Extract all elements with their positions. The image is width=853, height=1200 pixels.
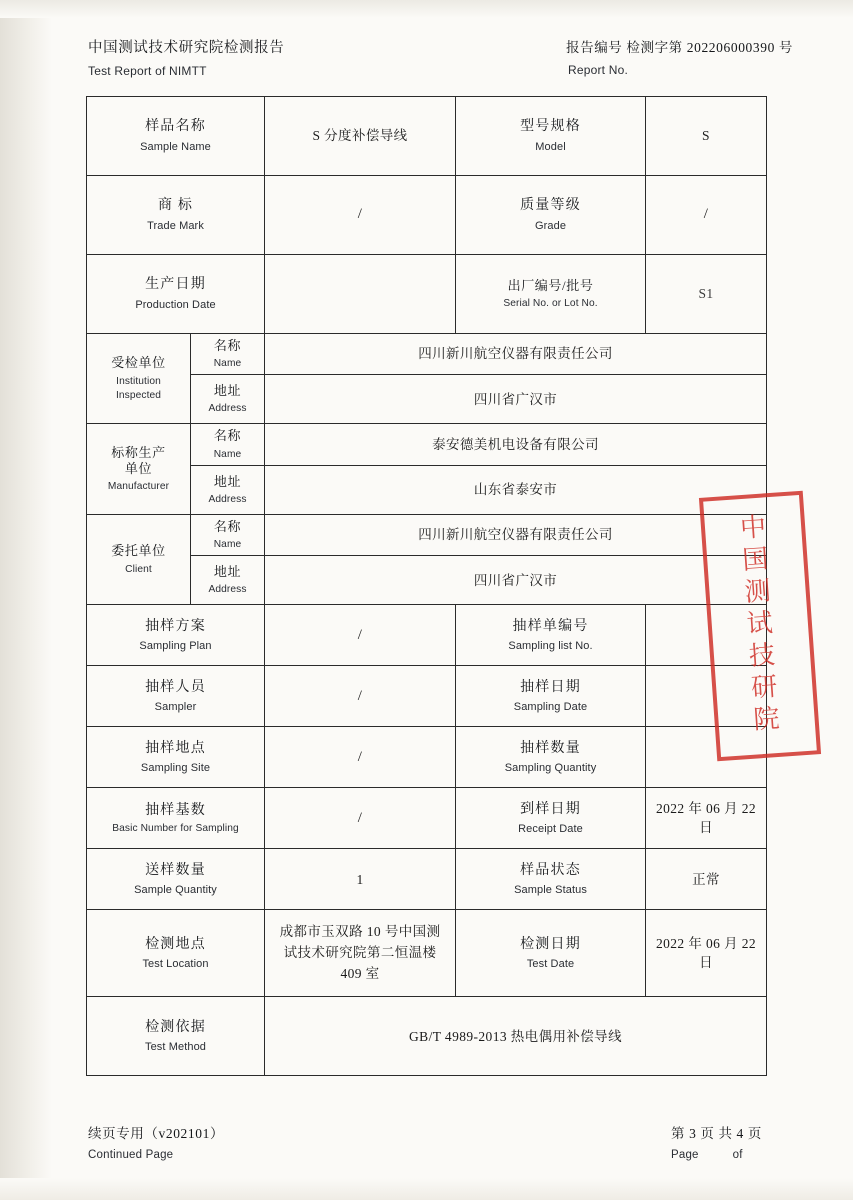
- label-sample-quantity: 送样数量 Sample Quantity: [134, 862, 217, 897]
- footer-page-label: Page: [671, 1149, 699, 1161]
- value-basic-number: /: [357, 809, 363, 826]
- footer-page-cn: 第 3 页 共 4 页: [671, 1126, 762, 1141]
- svg-text:院: 院: [752, 703, 781, 735]
- label-basic-number: 抽样基数 Basic Number for Sampling: [112, 802, 239, 835]
- label-institution-name: 名称 Name: [213, 338, 242, 370]
- label-serial-no: 出厂编号/批号 Serial No. or Lot No.: [503, 277, 598, 309]
- label-sampling-quantity: 抽样数量 Sampling Quantity: [504, 740, 597, 775]
- label-manufacturer-address: 地址 Address: [208, 473, 247, 505]
- value-sampler: /: [357, 687, 363, 704]
- label-receipt-date: 到样日期 Receipt Date: [518, 801, 583, 836]
- label-client: 委托单位 Client: [111, 543, 166, 575]
- value-sample-quantity: 1: [356, 871, 364, 887]
- value-institution-name: 四川新川航空仪器有限责任公司: [418, 346, 613, 362]
- label-test-location: 检测地点 Test Location: [142, 936, 209, 971]
- table-row-manufacturer-name: [87, 424, 767, 465]
- table-row-sample-quantity: [87, 849, 767, 910]
- label-sample-status: 样品状态 Sample Status: [514, 862, 587, 897]
- table-row-test-location: [87, 910, 767, 997]
- value-receipt-date: 2022 年 06 月 22 日: [655, 800, 757, 836]
- svg-text:研: 研: [750, 671, 779, 703]
- report-header: [88, 36, 794, 84]
- label-sampling-site: 抽样地点 Sampling Site: [140, 740, 211, 775]
- label-grade: 质量等级 Grade: [520, 198, 581, 232]
- value-institution-address: 四川省广汉市: [473, 391, 558, 407]
- value-test-method: GB/T 4989-2013 热电偶用补偿导线: [409, 1028, 622, 1044]
- report-title-en: Test Report of NIMTT: [88, 64, 207, 78]
- table-row-sampling-site: [87, 727, 767, 788]
- label-sampling-date: 抽样日期 Sampling Date: [513, 679, 588, 714]
- label-client-address: 地址 Address: [208, 564, 247, 596]
- label-test-method: 检测依据 Test Method: [144, 1019, 207, 1054]
- report-title-block: [88, 36, 284, 78]
- footer-page-block: [671, 1122, 762, 1161]
- table-row-trade-mark: [87, 176, 767, 255]
- value-sampling-plan: /: [357, 626, 363, 643]
- table-row-test-method: [87, 997, 767, 1076]
- svg-text:测: 测: [743, 576, 772, 607]
- label-test-date: 检测日期 Test Date: [520, 936, 581, 971]
- footer-page-en: [671, 1149, 762, 1161]
- value-grade: /: [703, 206, 709, 223]
- footer-continued-block: [88, 1122, 224, 1161]
- value-sampling-date: [646, 690, 766, 702]
- table-row-basic-number: [87, 788, 767, 849]
- value-serial-no: S1: [698, 286, 714, 302]
- footer-of-label: of: [732, 1149, 743, 1161]
- table-row-client-name: [87, 514, 767, 555]
- report-number-cn: 报告编号 检测字第 202206000390 号: [566, 40, 794, 55]
- value-test-date: 2022 年 06 月 22 日: [655, 935, 757, 971]
- value-production-date: [265, 288, 455, 300]
- label-institution-address: 地址 Address: [208, 383, 247, 415]
- value-model: S: [702, 128, 710, 144]
- label-sample-name: 样品名称 Sample Name: [140, 119, 211, 153]
- table-row-sampler: [87, 666, 767, 727]
- svg-text:技: 技: [748, 640, 777, 671]
- label-production-date: 生产日期 Production Date: [135, 277, 216, 311]
- report-footer: [88, 1122, 788, 1170]
- value-manufacturer-address: 山东省泰安市: [473, 482, 558, 498]
- label-trade-mark: 商 标 Trade Mark: [147, 198, 204, 232]
- table-row-sampling-plan: [87, 605, 767, 666]
- table-row-production-date: [87, 255, 767, 334]
- svg-text:试: 试: [745, 608, 774, 639]
- value-trade-mark: /: [357, 206, 363, 223]
- label-institution-inspected: 受检单位 Institution Inspected: [111, 355, 166, 401]
- report-number-block: [566, 36, 793, 77]
- table-row-institution-name: [87, 334, 767, 375]
- value-sampling-site: /: [357, 748, 363, 765]
- value-sample-status: 正常: [692, 871, 720, 887]
- footer-continued-cn: 续页专用（v202101）: [88, 1126, 225, 1141]
- label-model: 型号规格 Model: [520, 119, 581, 153]
- table-row-sample-name: [87, 97, 767, 176]
- report-number-en: Report No.: [568, 63, 629, 77]
- report-title-cn: 中国测试技术研究院检测报告: [88, 40, 285, 56]
- value-client-name: 四川新川航空仪器有限责任公司: [418, 527, 613, 543]
- value-sampling-list-no: [646, 629, 766, 641]
- value-sample-name: S 分度补偿导线: [312, 128, 408, 144]
- label-manufacturer-name: 名称 Name: [213, 428, 242, 460]
- value-client-address: 四川省广汉市: [473, 572, 558, 588]
- value-test-location: 成都市玉双路 10 号中国测试技术研究院第二恒温楼 409 室: [279, 924, 441, 981]
- value-sampling-quantity: [646, 751, 766, 763]
- value-manufacturer-name: 泰安德美机电设备有限公司: [432, 436, 599, 452]
- label-sampler: 抽样人员 Sampler: [145, 679, 206, 714]
- sample-info-table: [86, 96, 770, 1076]
- label-sampling-plan: 抽样方案 Sampling Plan: [139, 618, 212, 653]
- label-manufacturer: 标称生产 单位 Manufacturer: [107, 444, 170, 493]
- label-sampling-list-no: 抽样单编号 Sampling list No.: [508, 618, 593, 653]
- footer-continued-en: Continued Page: [88, 1149, 174, 1161]
- svg-text:国: 国: [741, 544, 770, 576]
- svg-text:中: 中: [739, 512, 768, 544]
- label-client-name: 名称 Name: [213, 518, 242, 551]
